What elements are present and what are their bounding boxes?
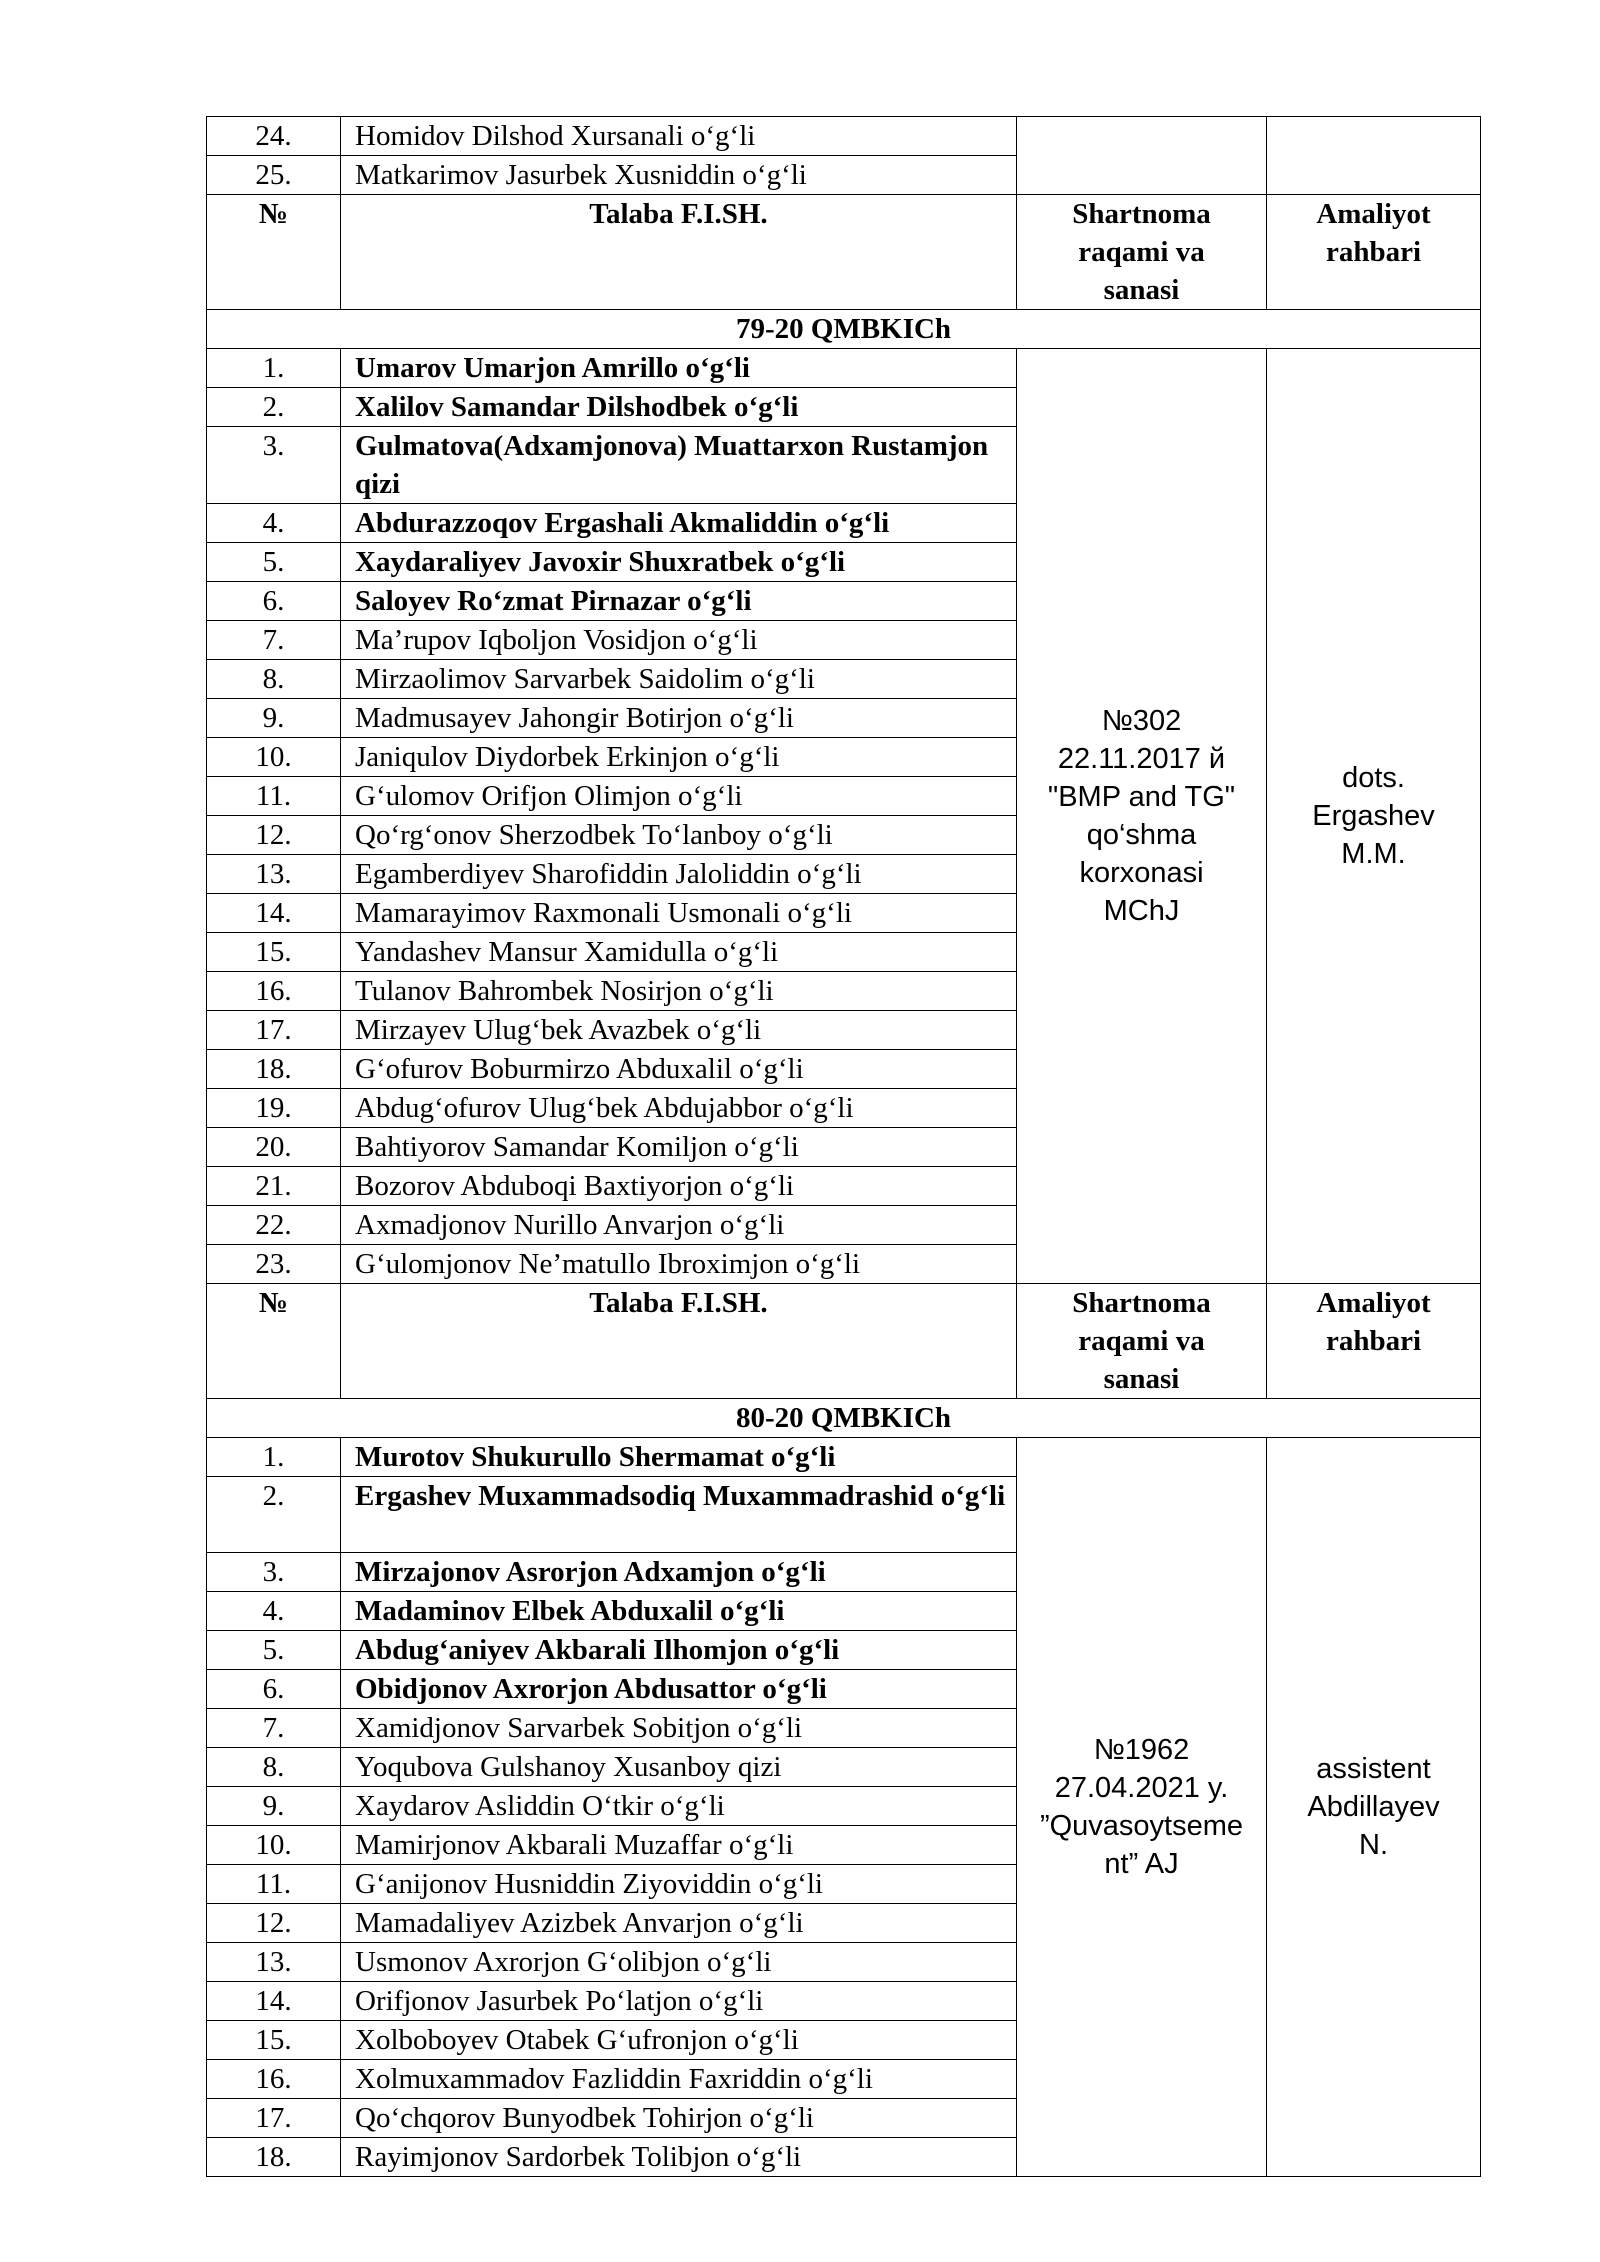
row-number: 5.: [207, 1631, 341, 1670]
row-number: 14.: [207, 1982, 341, 2021]
supervisor-line: M.M.: [1341, 838, 1406, 870]
row-number: 6.: [207, 582, 341, 621]
row-number: 25.: [207, 156, 341, 195]
student-name: Xamidjonov Sarvarbek Sobitjon o‘g‘li: [341, 1709, 1017, 1748]
student-name: Mirzajonov Asrorjon Adxamjon o‘g‘li: [341, 1553, 1017, 1592]
student-name: Madaminov Elbek Abduxalil o‘g‘li: [341, 1592, 1017, 1631]
header-contract-line: raqami va: [1078, 236, 1205, 268]
row-number: 12.: [207, 1904, 341, 1943]
row-number: 24.: [207, 117, 341, 156]
row-number: 12.: [207, 816, 341, 855]
row-number: 20.: [207, 1128, 341, 1167]
row-number: 3.: [207, 1553, 341, 1592]
supervisor-cell-empty: [1267, 117, 1481, 195]
student-name: Tulanov Bahrombek Nosirjon o‘g‘li: [341, 972, 1017, 1011]
row-number: 7.: [207, 1709, 341, 1748]
contract-line: "BMP and TG": [1047, 781, 1236, 813]
student-name: Orifjonov Jasurbek Po‘latjon o‘g‘li: [341, 1982, 1017, 2021]
student-name: Umarov Umarjon Amrillo o‘g‘li: [341, 349, 1017, 388]
student-name: Usmonov Axrorjon G‘olibjon o‘g‘li: [341, 1943, 1017, 1982]
student-name: Xaydaraliyev Javoxir Shuxratbek o‘g‘li: [341, 543, 1017, 582]
student-name: G‘ulomov Orifjon Olimjon o‘g‘li: [341, 777, 1017, 816]
contract-info: [1017, 349, 1267, 1284]
contract-line: nt” AJ: [1104, 1848, 1179, 1880]
student-name: Qo‘chqorov Bunyodbek Tohirjon o‘g‘li: [341, 2099, 1017, 2138]
student-name: Mamadaliyev Azizbek Anvarjon o‘g‘li: [341, 1904, 1017, 1943]
student-name: Rayimjonov Sardorbek Tolibjon o‘g‘li: [341, 2138, 1017, 2177]
student-name: Gulmatova(Adxamjonova) Muattarxon Rustamjon qizi: [341, 427, 1017, 504]
student-name: Abdug‘aniyev Akbarali Ilhomjon o‘g‘li: [341, 1631, 1017, 1670]
header-supervisor-line: rahbari: [1325, 236, 1422, 268]
row-number: 1.: [207, 349, 341, 388]
student-name: Matkarimov Jasurbek Xusniddin o‘g‘li: [341, 156, 1017, 195]
row-number: 23.: [207, 1245, 341, 1284]
row-number: 3.: [207, 427, 341, 504]
header-student-name: Talaba F.I.SH.: [341, 1284, 1017, 1399]
header-number: №: [207, 195, 341, 310]
row-number: 8.: [207, 660, 341, 699]
table-header-row: [207, 195, 1481, 310]
contract-line: 27.04.2021 y.: [1054, 1772, 1229, 1804]
practice-supervisor: [1267, 1438, 1481, 2177]
table-row: [207, 1438, 1481, 1477]
student-name: Xolboboyev Otabek G‘ufronjon o‘g‘li: [341, 2021, 1017, 2060]
row-number: 8.: [207, 1748, 341, 1787]
student-name: Saloyev Ro‘zmat Pirnazar o‘g‘li: [341, 582, 1017, 621]
row-number: 13.: [207, 1943, 341, 1982]
supervisor-line: assistent: [1316, 1753, 1431, 1785]
student-name: Qo‘rg‘onov Sherzodbek To‘lanboy o‘g‘li: [341, 816, 1017, 855]
row-number: 17.: [207, 2099, 341, 2138]
student-name: Janiqulov Diydorbek Erkinjon o‘g‘li: [341, 738, 1017, 777]
row-number: 11.: [207, 1865, 341, 1904]
row-number: 18.: [207, 2138, 341, 2177]
group-title: 79-20 QMBKICh: [207, 310, 1481, 349]
student-name: Madmusayev Jahongir Botirjon o‘g‘li: [341, 699, 1017, 738]
row-number: 7.: [207, 621, 341, 660]
row-number: 4.: [207, 1592, 341, 1631]
student-name: Egamberdiyev Sharofiddin Jaloliddin o‘g‘li: [341, 855, 1017, 894]
row-number: 19.: [207, 1089, 341, 1128]
row-number: 14.: [207, 894, 341, 933]
row-number: 18.: [207, 1050, 341, 1089]
header-contract-line: Shartnoma: [1072, 198, 1211, 230]
table-row: [207, 117, 1481, 156]
contract-line: ”Quvasoytseme: [1039, 1810, 1244, 1842]
student-name: Ergashev Muxammadsodiq Muxammadrashid o‘g‘li: [341, 1477, 1017, 1553]
student-name: Mamirjonov Akbarali Muzaffar o‘g‘li: [341, 1826, 1017, 1865]
table-row: [207, 349, 1481, 388]
header-contract-line: Shartnoma: [1072, 1287, 1211, 1319]
student-name: Bozorov Abduboqi Baxtiyorjon o‘g‘li: [341, 1167, 1017, 1206]
student-name: G‘anijonov Husniddin Ziyoviddin o‘g‘li: [341, 1865, 1017, 1904]
group-title-row: [207, 1399, 1481, 1438]
row-number: 17.: [207, 1011, 341, 1050]
row-number: 13.: [207, 855, 341, 894]
student-name: Homidov Dilshod Xursanali o‘g‘li: [341, 117, 1017, 156]
row-number: 15.: [207, 2021, 341, 2060]
row-number: 4.: [207, 504, 341, 543]
group-title-row: [207, 310, 1481, 349]
row-number: 10.: [207, 738, 341, 777]
header-supervisor-line: Amaliyot: [1316, 1287, 1431, 1319]
student-name: Mirzaolimov Sarvarbek Saidolim o‘g‘li: [341, 660, 1017, 699]
student-name: Abdurazzoqov Ergashali Akmaliddin o‘g‘li: [341, 504, 1017, 543]
student-name: Axmadjonov Nurillo Anvarjon o‘g‘li: [341, 1206, 1017, 1245]
row-number: 16.: [207, 2060, 341, 2099]
contract-line: №302: [1101, 705, 1182, 737]
row-number: 15.: [207, 933, 341, 972]
row-number: 10.: [207, 1826, 341, 1865]
contract-info: [1017, 1438, 1267, 2177]
contract-line: korxonasi: [1079, 857, 1204, 889]
header-contract-line: sanasi: [1103, 274, 1180, 306]
header-number: №: [207, 1284, 341, 1399]
student-name: Abdug‘ofurov Ulug‘bek Abdujabbor o‘g‘li: [341, 1089, 1017, 1128]
supervisor-line: dots.: [1342, 762, 1405, 794]
document-page: [206, 116, 1480, 2177]
header-student-name: Talaba F.I.SH.: [341, 195, 1017, 310]
header-supervisor-line: rahbari: [1325, 1325, 1422, 1357]
header-contract: [1017, 195, 1267, 310]
row-number: 1.: [207, 1438, 341, 1477]
student-name: Xalilov Samandar Dilshodbek o‘g‘li: [341, 388, 1017, 427]
supervisor-line: N.: [1359, 1829, 1388, 1861]
row-number: 11.: [207, 777, 341, 816]
contract-line: MChJ: [1103, 895, 1180, 927]
supervisor-line: Abdillayev: [1307, 1791, 1440, 1823]
header-contract-line: sanasi: [1103, 1363, 1180, 1395]
student-name: Ma’rupov Iqboljon Vosidjon o‘g‘li: [341, 621, 1017, 660]
contract-line: №1962: [1093, 1734, 1190, 1766]
student-name: Mirzayev Ulug‘bek Avazbek o‘g‘li: [341, 1011, 1017, 1050]
row-number: 9.: [207, 1787, 341, 1826]
student-name: G‘ulomjonov Ne’matullo Ibroximjon o‘g‘li: [341, 1245, 1017, 1284]
row-number: 2.: [207, 388, 341, 427]
student-practice-table: [206, 116, 1481, 2177]
header-contract-line: raqami va: [1078, 1325, 1205, 1357]
row-number: 2.: [207, 1477, 341, 1553]
header-supervisor: [1267, 1284, 1481, 1399]
row-number: 16.: [207, 972, 341, 1011]
student-name: G‘ofurov Boburmirzo Abduxalil o‘g‘li: [341, 1050, 1017, 1089]
supervisor-line: Ergashev: [1312, 800, 1435, 832]
row-number: 21.: [207, 1167, 341, 1206]
contract-line: qo‘shma: [1086, 819, 1197, 851]
student-name: Yoqubova Gulshanoy Xusanboy qizi: [341, 1748, 1017, 1787]
header-contract: [1017, 1284, 1267, 1399]
student-name: Obidjonov Axrorjon Abdusattor o‘g‘li: [341, 1670, 1017, 1709]
header-supervisor-line: Amaliyot: [1316, 198, 1431, 230]
row-number: 6.: [207, 1670, 341, 1709]
row-number: 5.: [207, 543, 341, 582]
contract-cell-empty: [1017, 117, 1267, 195]
student-name: Mamarayimov Raxmonali Usmonali o‘g‘li: [341, 894, 1017, 933]
row-number: 22.: [207, 1206, 341, 1245]
student-name: Yandashev Mansur Xamidulla o‘g‘li: [341, 933, 1017, 972]
practice-supervisor: [1267, 349, 1481, 1284]
student-name: Murotov Shukurullo Shermamat o‘g‘li: [341, 1438, 1017, 1477]
row-number: 9.: [207, 699, 341, 738]
contract-line: 22.11.2017 й: [1057, 743, 1226, 775]
group-title: 80-20 QMBKICh: [207, 1399, 1481, 1438]
table-header-row: [207, 1284, 1481, 1399]
student-name: Xolmuxammadov Fazliddin Faxriddin o‘g‘li: [341, 2060, 1017, 2099]
student-name: Xaydarov Asliddin O‘tkir o‘g‘li: [341, 1787, 1017, 1826]
student-name: Bahtiyorov Samandar Komiljon o‘g‘li: [341, 1128, 1017, 1167]
header-supervisor: [1267, 195, 1481, 310]
